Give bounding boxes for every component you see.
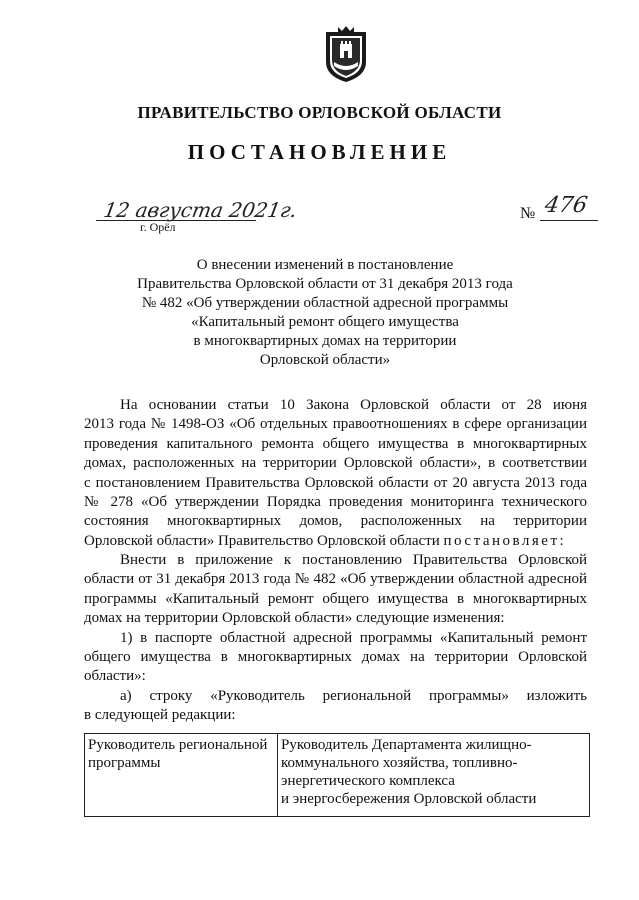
subject-line: № 482 «Об утверждении областной адресной программы <box>141 295 509 311</box>
city-label: г. Орёл <box>140 220 176 234</box>
handwritten-date: 12 августа 2021г. <box>101 198 300 222</box>
preamble-last-line: Орловской области» Правительство Орловской области <box>84 532 444 549</box>
paragraph-line: области»: <box>84 668 146 685</box>
subject-line: О внесении изменений в постановление <box>196 257 454 273</box>
table-cell-value <box>278 734 590 817</box>
intro-paragraph <box>84 551 587 726</box>
paragraph-line: с постановлением Правительства Орловской области от 20 августа 2013 года <box>84 474 587 491</box>
number-sign: № <box>520 205 536 222</box>
paragraph-line: области от 31 декабря 2013 года № 482 «Об утверждении областной адресной <box>84 571 587 588</box>
paragraph-line: Внести в приложение к постановлению Правительства Орловской <box>120 552 587 568</box>
table-cell-label <box>85 734 278 817</box>
table-row <box>85 734 590 817</box>
paragraph-line <box>84 532 587 551</box>
cell-line: энергетического комплекса <box>281 773 455 789</box>
number-underline <box>540 220 598 221</box>
paragraph-line: а) строку «Руководитель региональной программы» изложить <box>120 687 587 704</box>
paragraph-line: 1) в паспорте областной адресной программы «Капитальный ремонт <box>120 629 587 646</box>
paragraph-line: На основании статьи 10 Закона Орловской области от 28 июня <box>120 397 587 413</box>
cell-line: программы <box>88 755 161 771</box>
resolves-word: постановляет: <box>443 532 567 549</box>
paragraph-line: № 278 «Об утверждении Порядка проведения мониторинга технического <box>84 493 587 510</box>
cell-line: коммунального хозяйства, топливно- <box>281 755 518 771</box>
government-title: ПРАВИТЕЛЬСТВО ОРЛОВСКОЙ ОБЛАСТИ <box>137 103 502 122</box>
paragraph-line: 2013 года № 1498-ОЗ «Об отдельных правоотношениях в сфере организации <box>84 416 587 433</box>
paragraph-line: программы «Капитальный ремонт общего имущества в многоквартирных <box>84 590 587 607</box>
program-leader-table <box>84 733 590 817</box>
paragraph-line: в следующей редакции: <box>84 707 236 724</box>
preamble-paragraph <box>84 396 587 551</box>
cell-line: Руководитель Департамента жилищно- <box>281 737 532 753</box>
paragraph-line: состояния многоквартирных домов, расположенных на территории <box>84 513 587 530</box>
cell-line: и энергосбережения Орловской области <box>281 791 537 807</box>
subject-line: Орловской области» <box>259 352 391 368</box>
coat-of-arms-icon <box>322 24 370 84</box>
document-type-title: ПОСТАНОВЛЕНИЕ <box>187 140 452 164</box>
paragraph-line: общего имущества в многоквартирных домах на территории Орловской <box>84 648 587 665</box>
paragraph-line: проведения капитального ремонта общего имущества в многоквартирных <box>84 435 587 452</box>
date-underline <box>96 220 256 221</box>
paragraph-line: домах, расположенных на территории Орловской области», в соответствии <box>84 455 587 472</box>
document-subject <box>60 256 590 370</box>
handwritten-number: 476 <box>542 193 590 218</box>
subject-line: Правительства Орловской области от 31 декабря 2013 года <box>137 276 513 292</box>
cell-line: Руководитель региональной <box>88 737 268 753</box>
paragraph-line: домах на территории Орловской области» следующие изменения: <box>84 610 505 627</box>
subject-line: «Капитальный ремонт общего имущества <box>191 314 459 330</box>
subject-line: в многоквартирных домах на территории <box>193 333 457 349</box>
